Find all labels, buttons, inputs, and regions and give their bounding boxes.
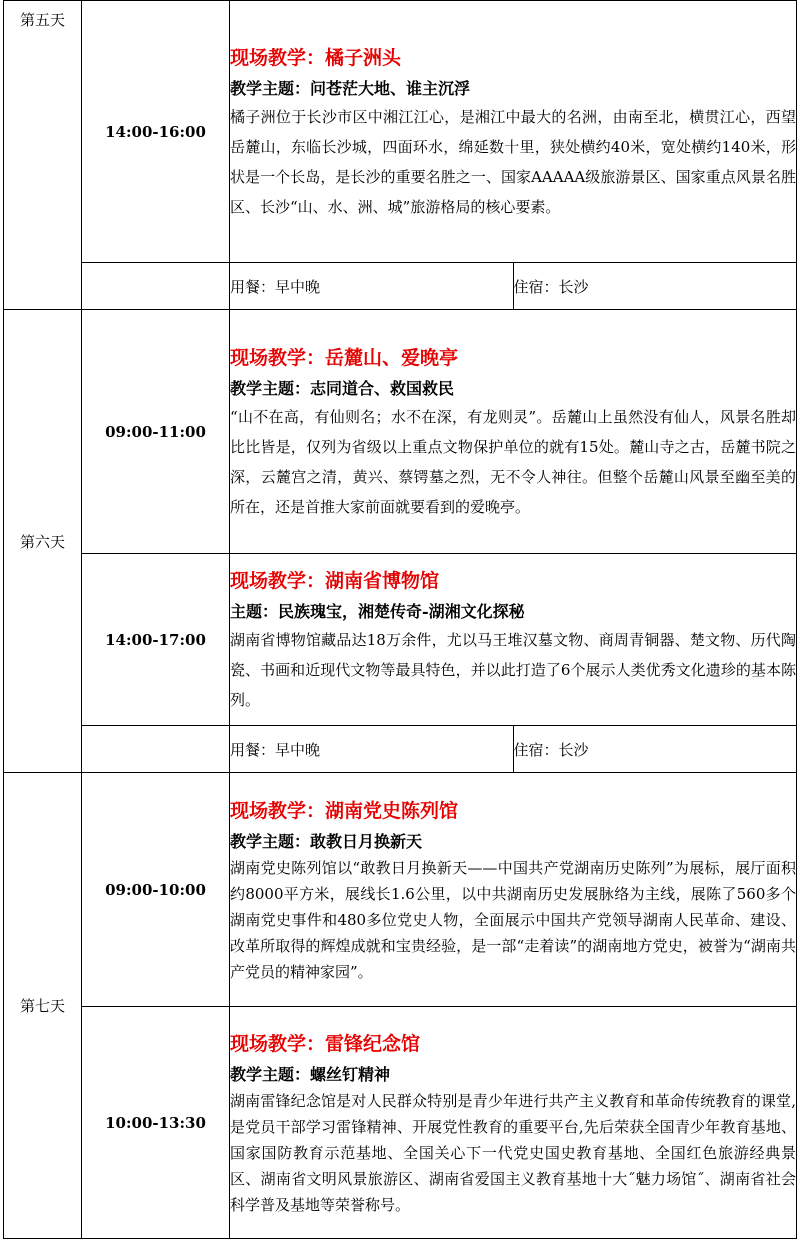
day-label: 第五天 — [4, 1, 82, 310]
session-theme: 教学主题：志同道合、救国救民 — [230, 378, 455, 398]
session-content — [230, 1, 797, 263]
session-description: 湖南省博物馆藏品达18万余件，尤以马王堆汉墓文物、商周青铜器、楚文物、历代陶瓷、书画和近现代文物等最具特色，并以此打造了6个展示人类优秀文化遗珍的基本陈列。 — [230, 630, 796, 709]
session-title: 现场教学：橘子洲头 — [230, 46, 402, 69]
day-label: 第七天 — [4, 773, 82, 1239]
meal-info: 用餐：早中晚 — [230, 726, 514, 773]
table-row — [4, 1007, 797, 1239]
table-row — [4, 726, 797, 773]
lodging-info: 住宿：长沙 — [513, 263, 797, 310]
session-time: 09:00-11:00 — [82, 310, 230, 554]
empty-time-cell — [82, 263, 230, 310]
session-title: 现场教学：湖南省博物馆 — [230, 569, 440, 592]
day-label: 第六天 — [4, 310, 82, 773]
session-content — [230, 773, 797, 1007]
session-theme: 教学主题：螺丝钉精神 — [230, 1064, 391, 1084]
table-row — [4, 263, 797, 310]
meal-info: 用餐：早中晚 — [230, 263, 514, 310]
session-theme: 教学主题：问苍茫大地、谁主沉浮 — [230, 78, 471, 98]
session-title: 现场教学：湖南党史陈列馆 — [230, 799, 459, 822]
table-row — [4, 773, 797, 1007]
lodging-info: 住宿：长沙 — [513, 726, 797, 773]
session-title: 现场教学：岳麓山、爱晚亭 — [230, 346, 459, 369]
empty-time-cell — [82, 726, 230, 773]
session-time: 14:00-16:00 — [82, 1, 230, 263]
itinerary-table — [3, 0, 797, 1239]
session-time: 14:00-17:00 — [82, 554, 230, 726]
session-theme: 教学主题：敢教日月换新天 — [230, 831, 423, 851]
table-row — [4, 554, 797, 726]
session-description: 湖南雷锋纪念馆是对人民群众特别是青少年进行共产主义教育和革命传统教育的课堂,是党员干部学习雷锋精神、开展党性教育的重要平台,先后荣获全国青少年教育基地、国家国防教育示范基地、全国关心下一代党史国史教育基地、全国红色旅游经典景区、湖南省文明风景旅游区、湖南省爱国主义教育基地十大˝魅力场馆˝、湖南省社会科学普及基地等荣誉称号。 — [230, 1091, 796, 1214]
session-content — [230, 310, 797, 554]
session-content — [230, 1007, 797, 1239]
table-row — [4, 1, 797, 263]
session-title: 现场教学：雷锋纪念馆 — [230, 1032, 421, 1055]
table-row — [4, 310, 797, 554]
session-description: 橘子洲位于长沙市区中湘江江心，是湘江中最大的名洲，由南至北，横贯江心，西望岳麓山，东临长沙城，四面环水，绵延数十里，狭处横约40米，宽处横约140米，形状是一个长岛，是长沙的重要名胜之一、国家AAAAA级旅游景区、国家重点风景名胜区、长沙“山、水、洲、城”旅游格局的核心要素。 — [230, 107, 796, 216]
session-content — [230, 554, 797, 726]
session-description: 湖南党史陈列馆以“敢教日月换新天——中国共产党湖南历史陈列”为展标，展厅面积约8000平方米，展线长1.6公里，以中共湖南历史发展脉络为主线，展陈了560多个湖南党史事件和480多位党史人物，全面展示中国共产党领导湖南人民革命、建设、改革所取得的辉煌成就和宝贵经验，是一部“走着读”的湖南地方党史，被誉为“湖南共产党员的精神家园”。 — [230, 858, 796, 981]
session-time: 10:00-13:30 — [82, 1007, 230, 1239]
session-time: 09:00-10:00 — [82, 773, 230, 1007]
session-theme: 主题：民族瑰宝，湘楚传奇-湖湘文化探秘 — [230, 601, 525, 621]
session-description: “山不在高，有仙则名；水不在深，有龙则灵”。岳麓山上虽然没有仙人，风景名胜却比比皆是，仅列为省级以上重点文物保护单位的就有15处。麓山寺之古，岳麓书院之深，云麓宫之清，黄兴、蔡锷墓之烈，无不令人神往。但整个岳麓山风景至幽至美的所在，还是首推大家前面就要看到的爱晚亭。 — [230, 407, 796, 516]
